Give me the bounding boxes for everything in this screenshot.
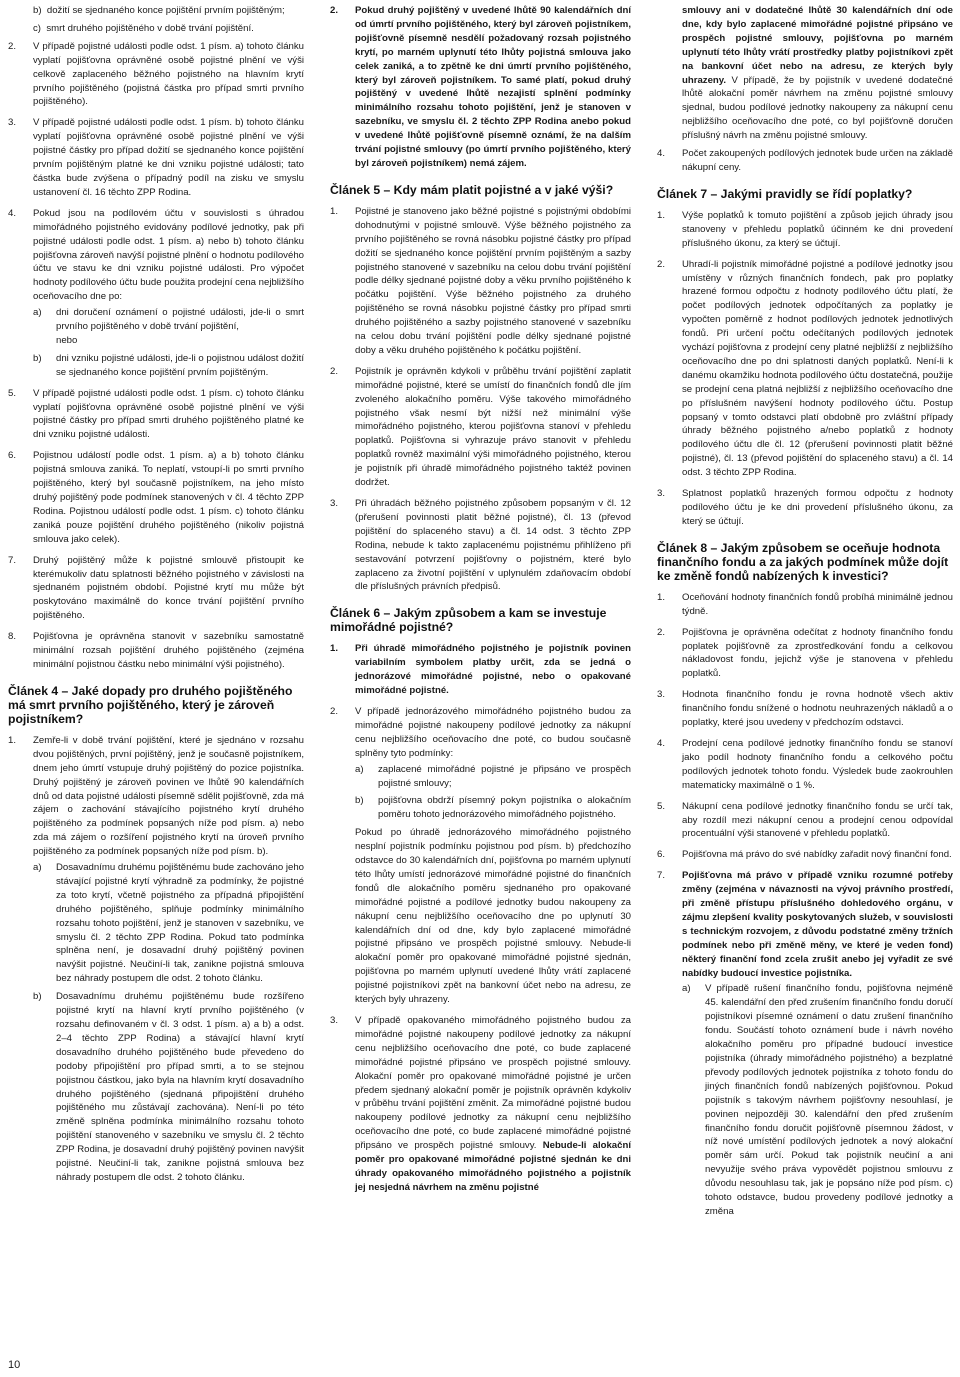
paragraph-bold: smlouvy ani v dodatečné lhůtě 30 kalendářních dní ode dne, kdy bylo zaplacené mimořádné pojistné připsáno ve prospěch pojistné smlouvy, pojišťovna po marném uplynutí této lhůty vrátí prostředky platby pojistníkovi zpět na bankovní účet nebo na adresu, ze kterých byly uhrazeny. [682, 5, 953, 86]
item-number: 2. [8, 40, 17, 52]
sub-item [355, 763, 631, 791]
item-number: 7. [657, 870, 666, 882]
item-text: V případě pojistné události podle odst. 1 písm. a) tohoto článku vyplatí pojišťovna oprávněné osobě pojistné plnění ve výši celkově zaplaceného běžného pojistného na hlavním krytí prvního pojištěného (pojistná částka pro případ smrti prvního pojištěného). [33, 40, 304, 108]
item-number: 5. [657, 800, 666, 812]
list-item [8, 449, 304, 546]
paragraph-text: V případě, že by pojistník v uvedené dodatečné lhůtě alokační poměr návrhem na změnu pojistné smlouvy sjednal, budou podílové jednotky nakoupeny za nákupní cenu nejbližšího oceňovacího dne poté, co byl pojišťovně doručen příslušný návrh na změnu pojistné smlouvy. [682, 74, 953, 142]
list-item [8, 116, 304, 199]
list-item [657, 258, 953, 481]
sub-letter: b) [33, 991, 42, 1003]
item-number: 3. [657, 689, 666, 701]
item-text: Pokud po úhradě jednorázového mimořádného pojistného nesplní pojistník podmínku pojistnou pod písm. b) předchozího odstavce do 30 kalendářních dní, pojišťovna po marném uplynutí této lhůty umístí jednorázové mimořádné pojistné do finančních fondů dle alokačního poměru sjednaného pro opakované mimořádné pojistné a podílové jednotky budou nakoupeny za nákupní cenu nejbližšího oceňovacího dne po uplynutí 30 kalendářních dní od dne, kdy bylo zaplacené mimořádné pojistné připsáno ve prospěch pojistné smlouvy. Nebude-li alokační poměr pro opakované mimořádné pojistné sjednán, pojišťovna po marném uplynutí uvedené lhůty vrátí zaplacené pojistné pojistníkovi zpět na bankovní účet nebo na adresu, ze kterých byly uhrazeny. [355, 827, 631, 1006]
item-number: 1. [657, 209, 666, 221]
item-text: za mimořádné pojistné nakoupeny podílové jednotky za nákupní cenu nejbližšího oceňovacího dne poté, co bude zaplacené mimořádné pojistné připsáno ve prospěch pojistné smlouvy. Alokační poměr pro opakované mimořádné pojistné je určen předem sjednaný alokační poměr je pojistník oprávněn kdykoliv v průběhu trvání pojištění změnit. Za mimořádné pojistné budou nakoupeny podílové jednotky za nákupní cenu nejbližšího oceňovacího dne poté, co bude zaplacené mimořádné pojistné připsáno ve prospěch pojistné smlouvy. [355, 1015, 631, 1152]
item-number: 8. [8, 631, 17, 643]
article-heading: Článek 4 – Jaké dopady pro druhého pojištěného má smrt prvního pojištěného, který je zároveň pojistníkem? [8, 683, 293, 726]
sub-item [33, 990, 304, 1185]
item-text: V případě pojistné události podle odst. 1 písm. b) tohoto článku vyplatí pojišťovna oprávněné osobě pojistné plnění ve výši pojistné částky pro případ dožití se sjednaného konce pojištění prvním pojištěným platné ke dni vzniku pojistné události; tato částka bude zvýšena o případný podíl na zisku ve smyslu ustanovení čl. 16 těchto ZPP Rodina. [33, 117, 304, 198]
list-item [330, 705, 631, 1007]
sub-item [355, 794, 631, 822]
item-number: 4. [8, 207, 17, 219]
column-1 [8, 4, 304, 1192]
column-2 [330, 4, 631, 1202]
item-number: 7. [8, 554, 17, 566]
article-heading: Článek 6 – Jakým způsobem a kam se investuje mimořádné pojistné? [330, 606, 607, 635]
sub-text: Dosavadnímu druhému pojištěnému bude zachováno jeho stávající pojistné krytí výhradně za podmínky, že pojistné za toto krytí, včetně pojistného za případná připojištění druhého pojištěného, splňuje podmínky minimálního rozsahu tohoto pojištění, jenž je stanoven v sazebníku, ve smyslu čl. 2 těchto ZPP Rodina. Pokud tato podmínka splněna není, je dosavadní druhý pojištěný povinen navýšit pojistné. Neučiní-li tak, zanikne pojistná smlouva bez náhrady postupem dle odst. 2 tohoto článku. [56, 862, 304, 985]
sub-text: Dosavadnímu druhému pojištěnému bude rozšířeno pojistné krytí na hlavní krytí prvního pojištěného (v rozsahu definovaném v čl. 3 odst. 1 písm. a) a b) a odst. 2–4 těchto ZPP Rodina) a stávající hlavní krytí dosavadního druhého pojištěného bude převedeno do podoby připojištění pro případ smrti, a to se stejnou pojistnou částkou, jako byla na hlavním krytí dosavadního druhého pojištěného (sjednaná připojištění druhého pojištěného mu zůstávají zachována). Není-li po této změně splněna podmínka minimálního rozsahu tohoto pojištění stanoveného v sazebníku ve smyslu čl. 2 těchto ZPP Rodina, je dosavadní druhý pojištěný povinen navýšit pojistné. Neučiní-li tak, zanikne pojistná smlouva bez náhrady postupem dle odst. 2 tohoto článku. [56, 991, 304, 1183]
list-item [657, 209, 953, 251]
item-number: 5. [8, 387, 17, 399]
sub-text: pojišťovna obdrží písemný pokyn pojistníka o alokačním poměru tohoto jednorázového mimořádného pojistného. [378, 795, 631, 821]
item-number: 2. [330, 5, 339, 16]
sub-item [33, 352, 304, 380]
item-number: 4. [657, 737, 666, 749]
sub-text: V případě rušení finančního fondu, pojišťovna nejméně 45. kalendářní den před zrušením finančního fondu doručí pojistníkovi písemné oznámení o datu zrušení finančního fondu. Součástí tohoto oznámení bude i návrh nového alokačního poměru pro případné budoucí investice pojistníka (úhrady mimořádného pojistného) a bezplatné převody podílových jednotek pojistníka z tohoto fondu do jiných finančních fondů nabízených pojišťovnou. Pokud pojistník s takovým návrhem pojišťovny nesouhlasí, je povinen nejpozději 30. kalendářní den před zrušením finančního fondu doručit pojišťovně písemnou žádost, v níž nové umístění podílových jednotek a nový alokační poměr sám určí. Pokud tak pojistník neučiní a ani nevyužije svého práva vypovědět pojistnou smlouvu z důvodu nesouhlasu tak, jak je popsáno níže pod písm. c) tohoto odstavce, budou provedeny podílové jednotky a změna [705, 983, 953, 1217]
item-number: 2. [657, 258, 666, 270]
item-number: 1. [657, 591, 666, 603]
sub-item [682, 982, 953, 1218]
sub-letter: a) [682, 983, 691, 995]
item-text: Pojistné je stanoveno jako běžné pojistné s pojistnými obdobími dohodnutými v pojistné smlouvě. Výše běžného pojistného za prvního pojištěného se rovná násobku pojistné částky pro případ dožití se sjednaného konce pojištění prvním pojištěným a sazby pojistného stanovené v sazebníku na celou dobu trvání pojištění podle délky sjednané pojistné doby a věku prvního pojištěného k počátku pojištění. Výše běžného pojistného za druhého pojištěného se rovná násobku pojistné částky pro případ smrti druhého pojištěného a sazby pojistného stanovené v sazebníku na celou dobu trvání pojištění podle délky sjednané pojistné doby a věku druhého pojištěného k počátku pojištění. [355, 205, 631, 356]
item-text: Pojistník je oprávněn kdykoli v průběhu trvání pojištění zaplatit mimořádné pojistné, které se umístí do finančních fondů dle jím zvoleného alokačního poměru. Výše takového mimořádného pojistného však nesmí být nižší než minimální výše mimořádného pojistného, kterou pojišťovna stanoví v přehledu poplatků. Pojišťovna si vyhrazuje právo stanovit v přehledu poplatků rovněž maximální výši mimořádného pojistného, kterou je pojistník při úhradě mimořádného pojistného taktéž povinen dodržet. [355, 365, 631, 489]
item-text: Splatnost poplatků hrazených formou odpočtu z hodnoty podílového účtu je ke dni provedení příslušného úkonu, za který se účtují. [682, 488, 953, 527]
list-item [8, 40, 304, 110]
item-number: 2. [657, 626, 666, 638]
paragraph: b) dožití se sjednaného konce pojištění prvním pojištěným; [33, 5, 285, 16]
item-text: V případě opakovaného mimořádného pojistného budou [355, 1015, 621, 1026]
item-number: 3. [657, 488, 666, 500]
item-number: 1. [330, 205, 339, 217]
list-item [330, 497, 631, 594]
item-number: 6. [8, 450, 17, 462]
sub-letter: a) [355, 763, 364, 775]
sub-item [33, 861, 304, 986]
list-item [8, 207, 304, 380]
page-number: 10 [8, 1359, 21, 1371]
list-item [657, 147, 953, 175]
item-text: Pojišťovna je oprávněna odečítat z hodnoty finančního fondu poplatek pojišťovně za zprostředkování fondu a celkovou nákladovost fondu, jejichž výše je stanovena v přehledu poplatků. [682, 626, 953, 680]
list-item [657, 848, 953, 862]
sub-letter: a) [33, 307, 42, 319]
item-number: 2. [330, 365, 339, 377]
item-text: Při úhradách běžného pojistného způsobem popsaným v čl. 12 (přerušení povinnosti platit běžné pojistné), čl. 13 (převod pojištění do splaceného stavu) a čl. 14 odst. 3 těchto ZPP Rodina, nebude k takto zaplacenému pojistnému přihlíženo při sestavování potvrzení pojišťovny o pojistném, které bylo zaplaceno za životní pojištění v uplynulém zdaňovacím období dle příslušných právních předpisů. [355, 498, 631, 593]
sub-letter: a) [33, 862, 42, 874]
item-text: Výše poplatků k tomuto pojištění a způsob jejich úhrady jsou stanoveny v přehledu poplatků účinném ke dni provedení příslušného úkonu, za který se účtují. [682, 209, 953, 249]
list-item [657, 800, 953, 842]
list-item [657, 591, 953, 619]
list-item [657, 626, 953, 682]
item-text: Prodejní cena podílové jednotky finančního fondu se stanoví jako podíl hodnoty finančního fondu a celkového počtu podílových jednotek tohoto fondu. Výsledek bude zaokrouhlen matematicky maximálně o 1 %. [682, 737, 953, 791]
item-number: 6. [657, 849, 666, 861]
list-item [8, 387, 304, 443]
list-item [657, 737, 953, 793]
item-text-bold: Nebude-li alokační poměr pro opakované mimořádné pojistné sjednán ke dni úhrady opakovaného mimořádného pojistného a pojistník jej nesjedná návrhem na změnu pojistné [355, 1140, 632, 1193]
sub-text: zaplacené mimořádné pojistné je připsáno ve prospěch pojistné smlouvy; [378, 763, 631, 789]
article-heading: Článek 7 – Jakými pravidly se řídí poplatky? [657, 186, 913, 201]
sub-text: dni doručení oznámení o pojistné události, jde-li o smrt prvního pojištěného v době trvání pojištění, [56, 307, 304, 333]
item-text: Nákupní cena podílové jednotky finančního fondu se určí tak, aby rozdíl mezi nákupní cenou a prodejní cenou odpovídal procentuální výši stanovené v přehledu poplatků. [682, 800, 953, 840]
item-text: Pojistnou událostí podle odst. 1 písm. a) a b) tohoto článku pojistná smlouva zaniká. To neplatí, vstoupí-li po smrti prvního pojištěného, který byl současně pojistníkem, na jeho místo druhý pojištěný pode podmínek stanovených v čl. 4 těchto ZPP Rodina. Pojistnou událostí podle odst. 1 písm. c) tohoto článku zaniká pouze pojištění druhého pojištěného (nikoliv pojistná smlouva jako celek). [33, 450, 304, 545]
item-text: Uhradí-li pojistník mimořádné pojistné a podílové jednotky jsou umístěny v různých finančních fondech, pak pro poplatky hrazené formou odpočtu z hodnoty podílového účtu platí, že počet podílových jednotek odpočítaných za poplatky je vypočten poměrně z hodnot podílových jednotek jednotlivých fondů. Při určení počtu odečítaných podílových jednotek vychází pojišťovna z prodejní ceny platné nejbližší z nejbližšího oceňovacího dne po dni splatnosti daných poplatků. Není-li k danému okamžiku hodnota podílového účtu dostatečná, použije se prodejní cena platná nejbližší z nejbližšího oceňovacího dne po příslušném navýšení hodnoty podílového účtu. Postup popsaný v tomto odstavci platí obdobně pro zvláštní případy úhrady běžného pojistného a/nebo poplatků z hodnoty podílového účtu dle čl. 12 (přerušení povinnosti platit běžné pojistné), čl. 13 (převod pojištění do splaceného stavu) a čl. 14 odst. 3 těchto ZPP Rodina. [682, 258, 953, 479]
item-number: 3. [330, 498, 339, 509]
list-item [8, 630, 304, 672]
article-heading: Článek 8 – Jakým způsobem se oceňuje hodnota finančního fondu a za jakých podmínek může dojít ke změně fondů nabízených k investici? [657, 540, 949, 583]
sub-letter: b) [33, 352, 42, 364]
list-item [330, 642, 631, 698]
article-heading: Článek 5 – Kdy mám platit pojistné a v jaké výši? [330, 182, 614, 197]
item-text: Při úhradě mimořádného pojistného je pojistník povinen variabilním symbolem platby určit, zda se jedná o jednorázové mimořádné pojistné, nebo o opakované mimořádné pojistné. [355, 643, 631, 697]
list-item [657, 869, 953, 1219]
sub-letter: b) [355, 795, 364, 807]
item-number: 1. [8, 734, 17, 746]
list-item [330, 1014, 631, 1195]
item-text: Pojišťovna je oprávněna stanovit v sazebníku samostatně minimální rozsah pojištění druhého pojištěného (zejména minimální pojistnou částku nebo minimální výši pojistného). [33, 631, 304, 670]
paragraph: c) smrt druhého pojištěného v době trvání pojištění. [33, 22, 254, 34]
list-item [330, 4, 631, 171]
item-text: Hodnota finančního fondu je rovna hodnotě všech aktiv finančního fondu snížené o hodnotu neuhrazených nákladů a o poplatky, které jsou uvedeny v předchozím odstavci. [682, 689, 953, 729]
item-number: 3. [8, 117, 17, 129]
paragraph [657, 4, 953, 143]
item-text-bold: Pojišťovna má právo v případě vzniku rozumné potřeby změny (zejména v návaznosti na vývoj právního prostředí, při změně přístupu příslušného dohledového orgánu, v zájmu zlepšení kvality poskytovaných služeb, v souvislosti s technickým rozvojem, z důvodu podstatné změny tržních podmínek nebo při změně měny, ve které je veden fond) některý finanční fond zcela zrušit anebo jej vyřadit ze své nabídky budoucí investice pojistníka. [682, 870, 953, 979]
item-text: Pokud jsou na podílovém účtu v souvislosti s úhradou mimořádného pojistného evidovány podílové jednotky, pak při pojistné události podle odst. 1 písm. a) nebo b) tohoto článku pojišťovna zároveň navýší pojistné plnění o hodnotu podílového účtu ve stavu ke dni vzniku pojistné události. Pro výpočet hodnoty podílového účtu bude použita prodejní cena nejbližšího oceňovacího dne po: [33, 207, 304, 303]
list-item [8, 554, 304, 624]
item-number: 2. [330, 705, 339, 717]
list-item [8, 734, 304, 1185]
item-number: 3. [330, 1015, 339, 1026]
list-item [657, 688, 953, 730]
sub-text: dni vzniku pojistné události, jde-li o pojistnou událost dožití se sjednaného konce pojištění prvním pojištěným. [56, 352, 304, 378]
item-text: Druhý pojištěný může k pojistné smlouvě přistoupit ke kterémukoliv datu splatnosti běžného pojistného v závislosti na sjednaném pojistném období. Pojistné krytí mu může být poskytováno maximálně do konce trvání pojištění prvního pojištěného. [33, 554, 304, 622]
item-text: Pokud druhý pojištěný v uvedené lhůtě 90 kalendářních dní od úmrtí prvního pojištěného, který byl zároveň pojistníkem, pojišťovně písemně nesdělí požadovaný rozsah pojistného krytí, po marném uplynutí této lhůty pojistná smlouva jako celek zaniká, a to zpětně ke dni úmrtí prvního pojištěného, který byl zároveň pojistníkem. To samé platí, pokud druhý pojištěný v uvedené lhůtě nezajistí splnění podmínky minimálního rozsahu tohoto pojištění, jenž je stanoven v sazebníku, ve smyslu čl. 2 těchto ZPP Rodina anebo pokud v uvedené lhůtě pojišťovně písemně oznámí, že na dalším trvání pojistné smlouvy (po úmrtí prvního pojištěného, který byl zároveň pojistníkem) nemá zájem. [355, 5, 631, 169]
list-item [330, 205, 631, 358]
item-text: V případě jednorázového mimořádného pojistného budou za mimořádné pojistné nakoupeny podílové jednotky za nákupní cenu nejbližšího oceňovacího dne poté, co budou současně splněny tyto podmínky: [355, 705, 631, 759]
item-number: 4. [657, 148, 666, 160]
sub-text: nebo [56, 334, 78, 346]
item-text: Pojišťovna má právo do své nabídky zařadit nový finanční fond. [682, 849, 952, 861]
item-text: Počet zakoupených podílových jednotek bude určen na základě nákupní ceny. [682, 148, 953, 173]
list-item [657, 487, 953, 529]
list-item [330, 365, 631, 490]
sub-item [33, 306, 304, 348]
item-number: 1. [330, 643, 339, 655]
column-3 [657, 4, 953, 1226]
item-text: V případě pojistné události podle odst. 1 písm. c) tohoto článku vyplatí pojišťovna oprávněné osobě pojistné plnění ve výši pojistné částky pro případ smrti druhého pojištěného platné ke dni vzniku pojistné události. [33, 387, 304, 441]
item-text: Zemře-li v době trvání pojištění, které je sjednáno v rozsahu dvou pojištěných, první pojištěný, jenž je současně pojistníkem, dnem jeho úmrtí vstupuje druhý pojištěný do pozice pojistníka. Druhý pojištěný je zároveň povinen ve lhůtě 90 kalendářních dnů od data pojistné události písemně sdělit pojišťovně, zda má zájem o zachování stávajícího pojistného krytí druhého pojištěného za podmínek popsaných níže pod písm. a) nebo zda má zájem o rozšíření pojistného krytí na úroveň prvního pojištěného za podmínek popsaných níže pod písm. b). [33, 734, 304, 858]
item-text: Oceňování hodnoty finančních fondů probíhá minimálně jednou týdně. [682, 591, 953, 617]
